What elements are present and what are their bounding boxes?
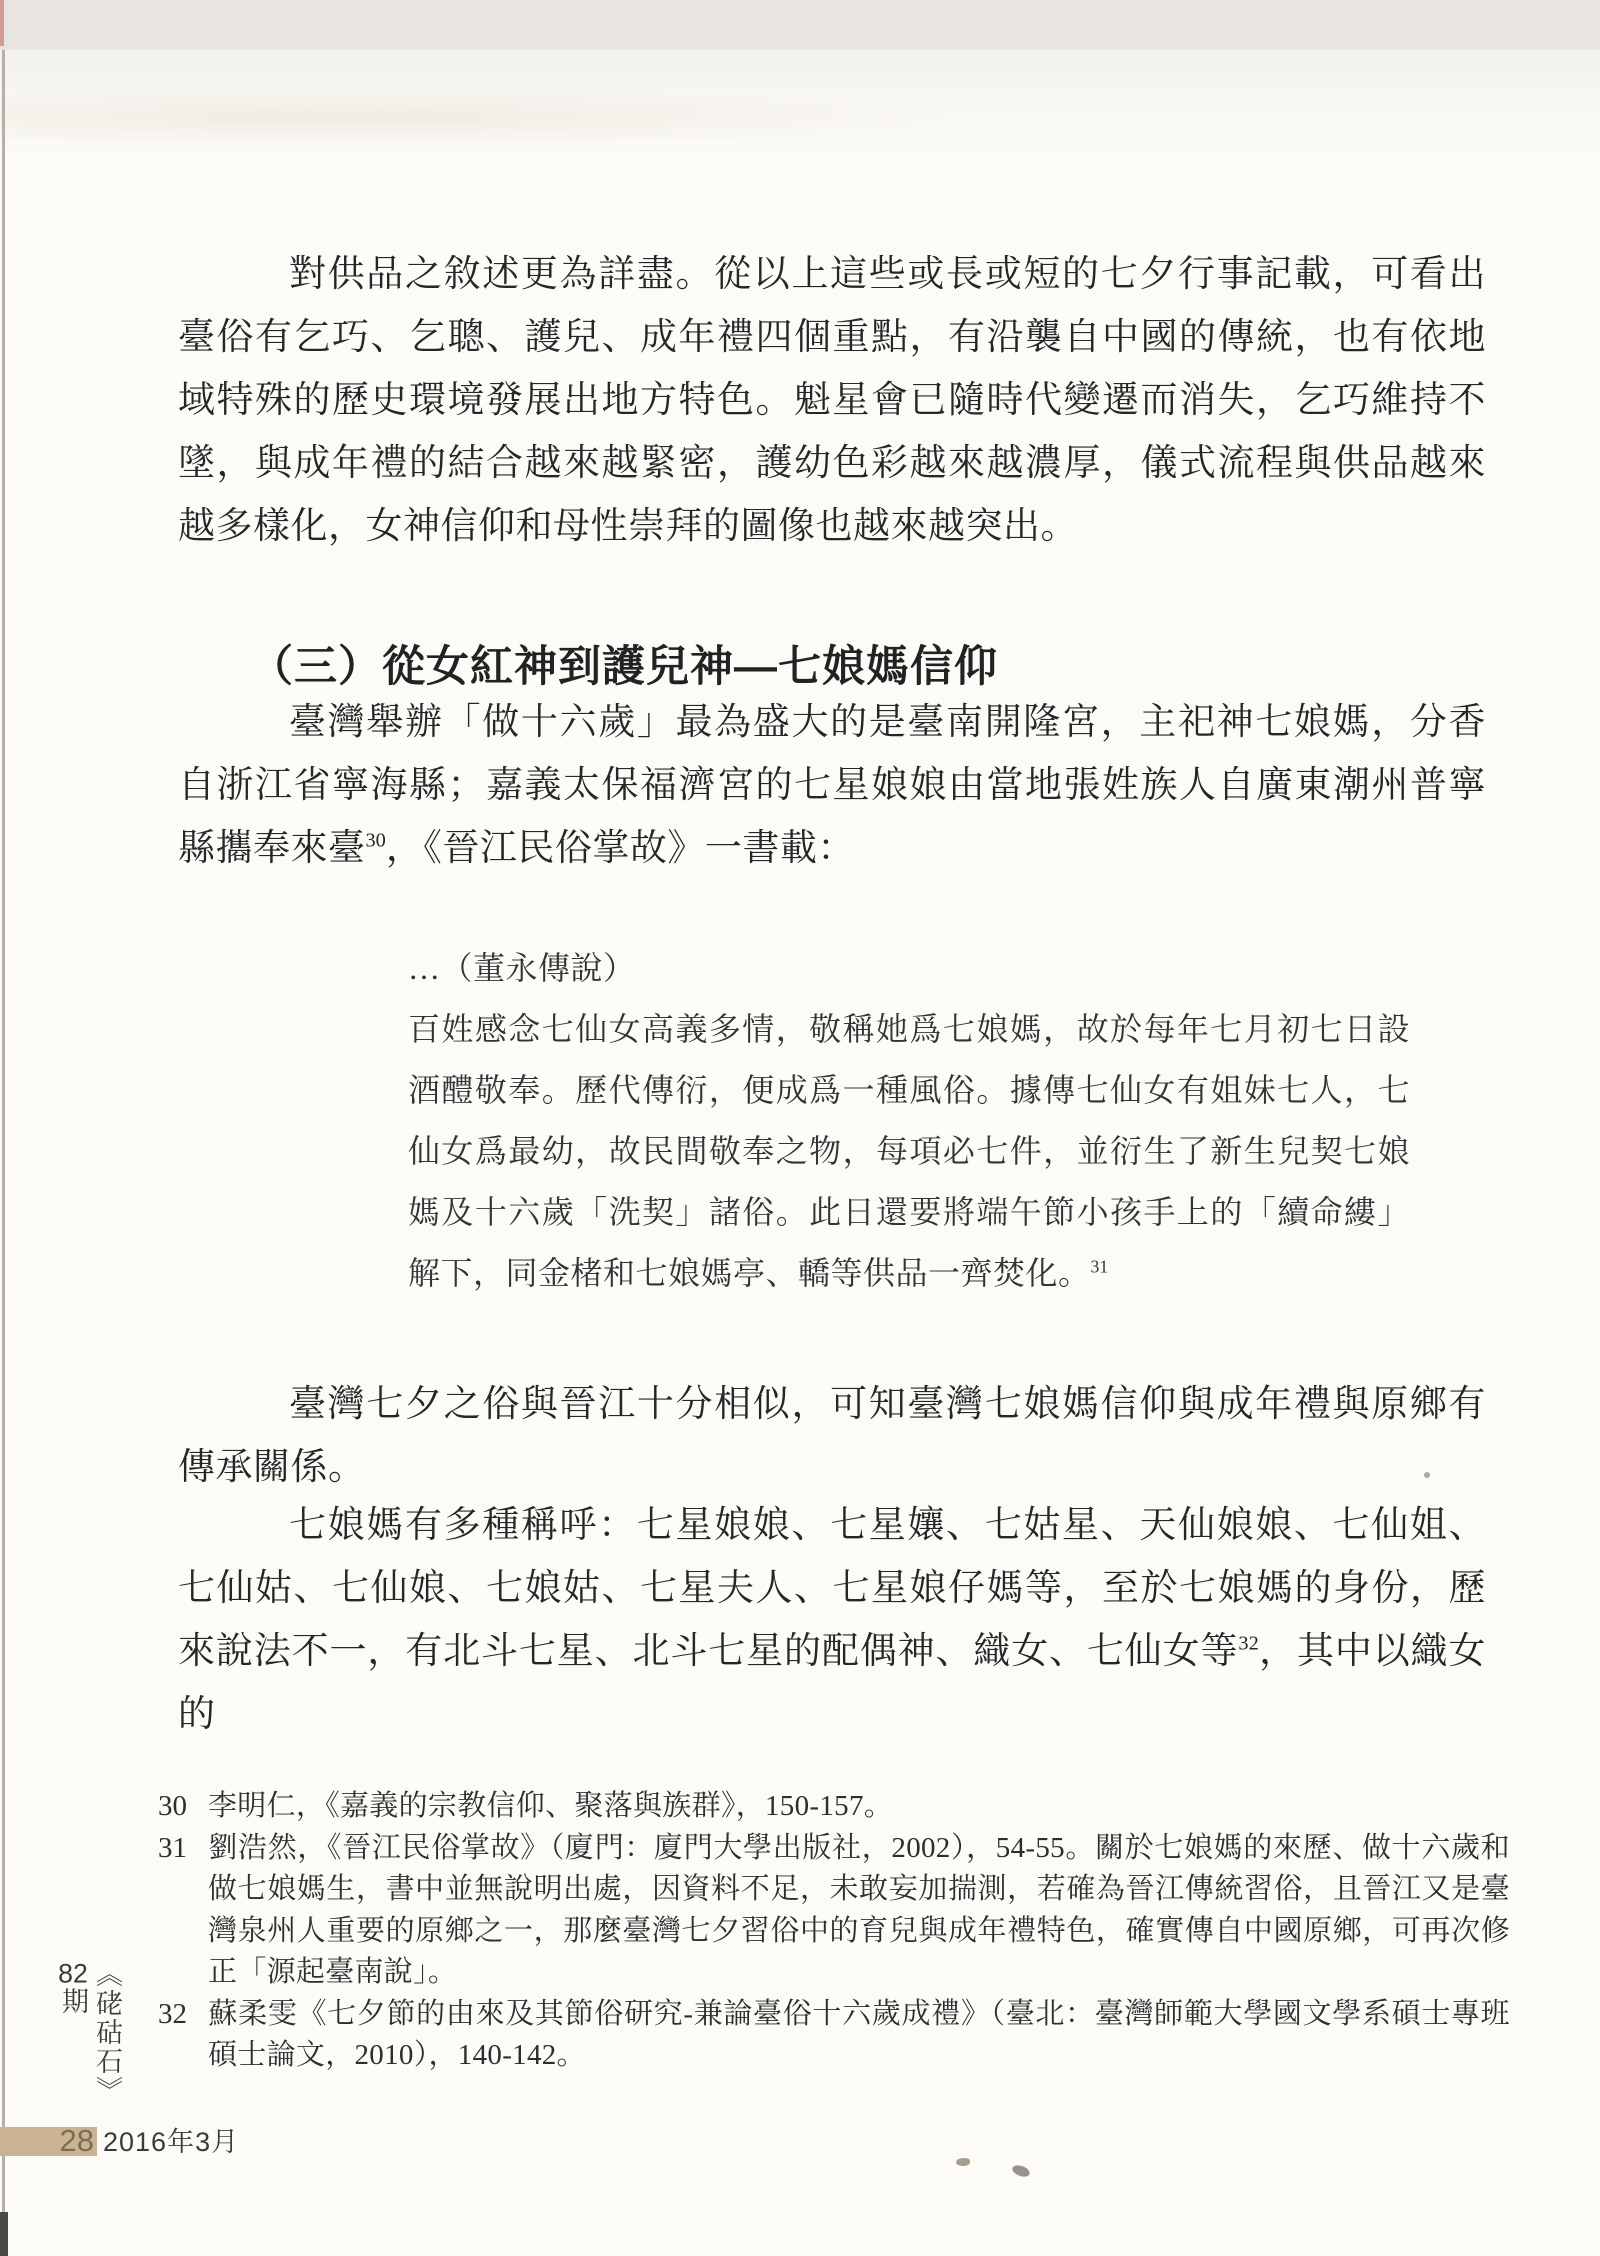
paragraph-text: ，《晉江民俗掌故》一書載： — [385, 828, 855, 869]
footnote-text: 劉浩然，《晉江民俗掌故》（廈門：廈門大學出版社，2002），54-55。關於七娘媽的來歷、做十六歲和做七娘媽生，書中並無說明出處，因資料不足，未敢妄加揣測，若確為晉江傳統習俗，且晉江又是臺灣泉州人重要的原鄉之一，那麼臺灣七夕習俗中的育兒與成年禮特色，確實傳自中國原鄉，可再次修正「源起臺南說」。 — [208, 1831, 1510, 1988]
footnote-32 — [158, 1994, 1510, 2077]
scan-left-edge-line — [2, 50, 5, 2256]
quote-body — [408, 999, 1410, 1304]
paragraph-similarity — [178, 1373, 1486, 1499]
footnote-number: 32 — [158, 1997, 187, 2030]
paragraph-text: 臺灣七夕之俗與晉江十分相似，可知臺灣七娘媽信仰與成年禮與原鄉有傳承關係。 — [178, 1384, 1486, 1488]
footnote-30 — [158, 1786, 1510, 1828]
scan-bottom-corner-mark — [0, 2212, 8, 2256]
paragraph-text: 臺灣舉辦「做十六歲」最為盛大的是臺南開隆宮，主祀神七娘媽，分香自浙江省寧海縣；嘉義太保福濟宮的七星娘娘由當地張姓族人自廣東潮州普寧縣攜奉來臺 — [178, 702, 1486, 869]
footnote-text: 蘇柔雯《七夕節的由來及其節俗研究-兼論臺俗十六歲成禮》（臺北：臺灣師範大學國文學系碩士專班碩士論文，2010），140-142。 — [208, 1997, 1510, 2071]
quote-text: 百姓感念七仙女高義多情，敬稱她爲七娘媽，故於每年七月初七日設酒醴敬奉。歷代傳衍，便成爲一種風俗。據傳七仙女有姐妹七人，七仙女爲最幼，故民間敬奉之物，每項必七件，並衍生了新生兒契七娘媽及十六歲「洗契」諸俗。此日還要將端午節小孩手上的「續命縷」解下，同金楮和七娘媽亭、轎等供品一齊焚化。 — [408, 1011, 1410, 1291]
paragraph-text: ，其中以織女的 — [178, 1631, 1486, 1735]
issue-label: 期 — [58, 1987, 88, 2016]
footnote-ref-30: 30 — [365, 829, 386, 852]
footnote-number: 30 — [158, 1790, 187, 1822]
quote-intro: …（董永傳說） — [408, 950, 636, 986]
scan-speck — [956, 2158, 970, 2166]
footnotes-section — [158, 1786, 1510, 2077]
paragraph-text: 對供品之敘述更為詳盡。從以上這些或長或短的七夕行事記載，可看出臺俗有乞巧、乞聰、護兒、成年禮四個重點，有沿襲自中國的傳統，也有依地域特殊的歷史環境發展出地方特色。魁星會已隨時代變遷而消失，乞巧維持不墜，與成年禮的結合越來越緊密，護幼色彩越來越濃厚，儀式流程與供品越來越多樣化，女神信仰和母性崇拜的圖像也越來越突出。 — [178, 254, 1486, 547]
section-title: 從女紅神到護兒神—七娘媽信仰 — [382, 643, 998, 691]
scan-smudge — [0, 88, 980, 148]
footnote-ref-32: 32 — [1238, 1632, 1259, 1655]
footnote-31 — [158, 1828, 1510, 1994]
section-heading — [250, 641, 998, 693]
journal-title-vertical — [56, 1960, 124, 2130]
paragraph-text: 七娘媽有多種稱呼：七星娘娘、七星孃、七姑星、天仙娘娘、七仙姐、七仙姑、七仙娘、七娘姑、七星夫人、七星娘仔媽等，至於七娘媽的身份，歷來說法不一，有北斗七星、北斗七星的配偶神、織女、七仙女等 — [178, 1505, 1486, 1672]
scan-top-band — [0, 0, 1600, 50]
journal-name: 《硓𥑮石》 — [92, 1960, 122, 2105]
issue-number: 82 — [58, 1960, 88, 1987]
scan-left-edge-red-mark — [0, 0, 4, 46]
footnote-text: 李明仁，《嘉義的宗教信仰、聚落與族群》，150-157。 — [208, 1790, 894, 1822]
paragraph-intro-qiniangma — [178, 691, 1486, 880]
issue-date: 2016年3月 — [103, 2127, 240, 2157]
section-number: （三） — [250, 643, 382, 691]
block-quote — [408, 938, 1410, 1304]
paragraph-summary — [178, 243, 1486, 558]
footnote-number: 31 — [158, 1831, 187, 1864]
footnote-ref-31: 31 — [1090, 1256, 1109, 1277]
page-number: 28 — [59, 2123, 94, 2158]
scan-speck — [1011, 2163, 1031, 2179]
paragraph-names — [178, 1494, 1486, 1746]
